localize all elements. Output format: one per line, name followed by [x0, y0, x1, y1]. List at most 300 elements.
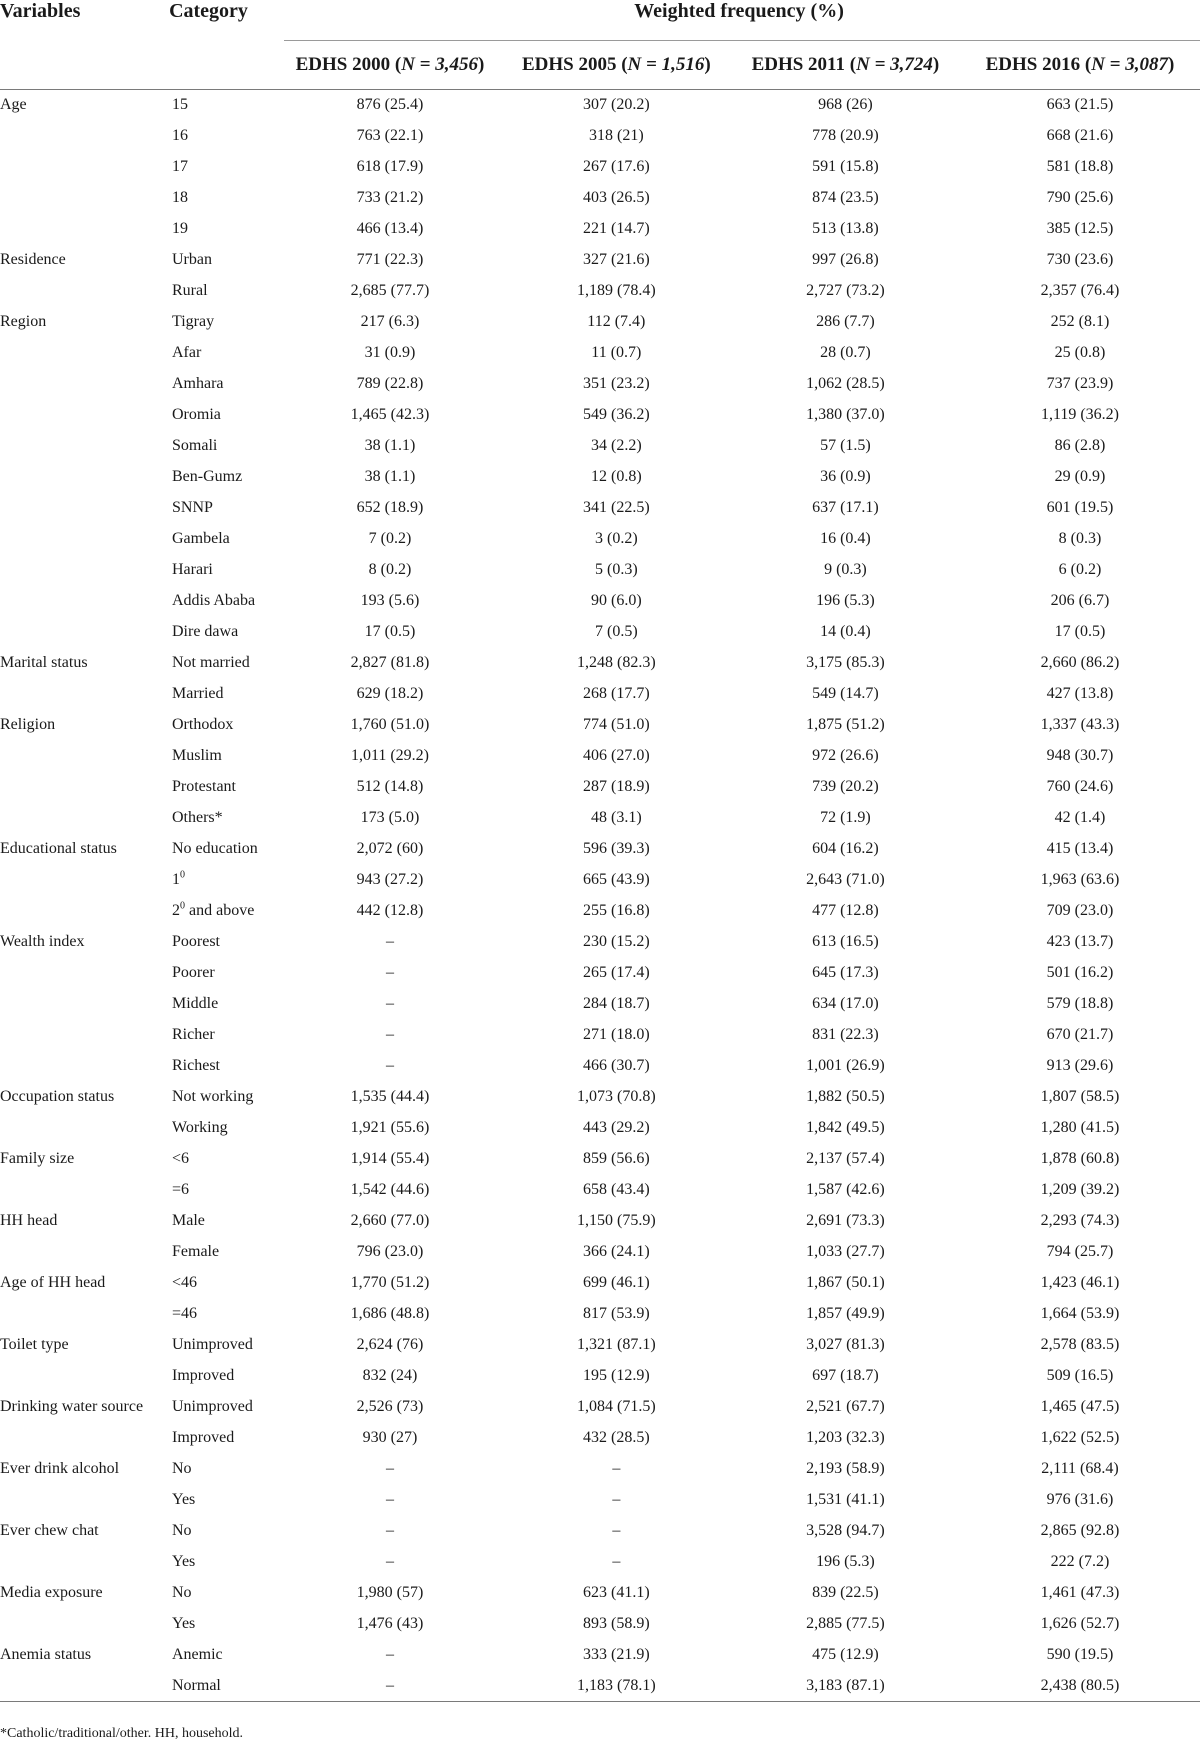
- value-cell: 2,578 (83.5): [1040, 1336, 1120, 1353]
- variable-cell: [0, 1299, 278, 1330]
- table-row: [0, 431, 1200, 462]
- value-cell: 1,587 (42.6): [806, 1181, 885, 1198]
- variable-cell: [0, 1640, 278, 1671]
- value-cell: 3,175 (85.3): [806, 654, 885, 671]
- category-text: Not working: [172, 1088, 254, 1105]
- value-cell: 307 (20.2): [582, 96, 650, 114]
- value-cell: 423 (13.7): [1046, 933, 1114, 950]
- value-cell: 596 (39.3): [582, 840, 650, 857]
- category-text: Orthodox: [172, 716, 234, 733]
- value-cell: 943 (27.2): [356, 871, 424, 888]
- category-text: 15: [172, 96, 188, 114]
- category-cell: [172, 1057, 220, 1075]
- category-text: Others*: [172, 809, 223, 826]
- value-cell: 997 (26.8): [812, 251, 879, 268]
- variable-text: Drinking water source: [0, 1398, 144, 1415]
- variable-cell: [0, 896, 278, 927]
- value-cell: 968 (26): [818, 96, 873, 114]
- value-cell: 318 (21): [588, 127, 644, 144]
- value-cell: 2,438 (80.5): [960, 1671, 1200, 1702]
- category-cell: [172, 344, 201, 362]
- value-cell: 28 (0.7): [820, 344, 871, 361]
- variable-cell: [0, 524, 278, 555]
- variable-cell: [0, 1175, 278, 1206]
- category-cell: [172, 1274, 197, 1292]
- variable-cell: [0, 1423, 278, 1454]
- value-cell: 112 (7.4): [587, 313, 646, 330]
- weighted-frequency-header: [278, 0, 1200, 41]
- category-text: Improved: [172, 1367, 235, 1384]
- value-cell: 442 (12.8): [356, 902, 424, 919]
- value-cell: 1,280 (41.5): [1040, 1119, 1120, 1136]
- value-cell: 739 (20.2): [812, 778, 879, 795]
- value-cell: 590 (19.5): [1046, 1646, 1114, 1663]
- variable-cell: [0, 369, 278, 400]
- table-row: [0, 1144, 1200, 1175]
- value-cell: 817 (53.9): [582, 1305, 650, 1322]
- value-cell: 196 (5.3): [816, 592, 875, 609]
- value-cell: 466 (13.4): [356, 220, 424, 237]
- category-text: Oromia: [172, 406, 221, 423]
- variable-cell: [0, 1516, 278, 1547]
- value-cell: 789 (22.8): [356, 375, 424, 392]
- category-cell: [172, 654, 250, 672]
- value-cell: –: [385, 933, 394, 950]
- value-cell: 432 (28.5): [582, 1429, 650, 1446]
- variable-text: Toilet type: [0, 1336, 69, 1353]
- variable-cell: [0, 1671, 278, 1702]
- value-cell: 25 (0.8): [1054, 344, 1106, 361]
- value-cell: 618 (17.9): [356, 158, 424, 175]
- value-cell: 665 (43.9): [582, 871, 650, 888]
- variable-cell: [0, 555, 278, 586]
- weighted-frequency-label: Weighted frequency (%): [634, 0, 844, 22]
- value-cell: 604 (16.2): [812, 840, 879, 857]
- category-text: Poorer: [172, 964, 215, 981]
- value-cell: 859 (56.6): [582, 1150, 650, 1167]
- value-cell: –: [612, 1491, 621, 1508]
- category-text: Female: [172, 1243, 220, 1260]
- category-text: Yes: [172, 1553, 196, 1570]
- value-cell: 579 (18.8): [1046, 995, 1114, 1012]
- value-cell: –: [612, 1522, 621, 1539]
- variable-text: Age of HH head: [0, 1274, 106, 1291]
- category-cell: [172, 1615, 195, 1633]
- table-row: [0, 834, 1200, 865]
- category-header: Category: [169, 0, 248, 22]
- value-cell: 1,878 (60.8): [1040, 1150, 1120, 1167]
- value-cell: 2,072 (60): [356, 840, 424, 857]
- variable-cell: [0, 1547, 278, 1578]
- category-cell: [172, 778, 236, 796]
- variable-cell: [0, 307, 278, 338]
- table-row: [0, 648, 1200, 679]
- table-row: [0, 679, 1200, 710]
- table-row: [0, 369, 1200, 400]
- category-text: Poorest: [172, 933, 220, 950]
- category-text: Amhara: [172, 375, 224, 392]
- value-cell: –: [385, 1553, 394, 1570]
- table-row: [0, 1640, 1200, 1671]
- variable-cell: [0, 741, 278, 772]
- col-header-edhs2005: EDHS 2005 (N = 1,516): [502, 41, 731, 90]
- value-cell: 1,011 (29.2): [350, 747, 429, 764]
- variable-cell: [0, 1051, 278, 1082]
- value-cell: 3,528 (94.7): [806, 1522, 885, 1539]
- table-row: [0, 1175, 1200, 1206]
- value-cell: 1,963 (63.6): [1040, 871, 1120, 888]
- category-text: <46: [172, 1274, 198, 1291]
- value-cell: 327 (21.6): [582, 251, 650, 268]
- value-cell: 1,857 (49.9): [806, 1305, 885, 1322]
- value-cell: 1,867 (50.1): [806, 1274, 885, 1291]
- category-cell: [172, 127, 188, 145]
- variable-cell: [0, 710, 278, 741]
- variable-cell: [0, 617, 278, 648]
- value-cell: 38 (1.1): [364, 437, 416, 454]
- value-cell: 6 (0.2): [1058, 561, 1102, 578]
- category-text: Somali: [172, 437, 218, 454]
- value-cell: 351 (23.2): [582, 375, 650, 392]
- table-row: [0, 90, 1200, 121]
- category-text: No education: [172, 840, 258, 857]
- category-text: Dire dawa: [172, 623, 239, 640]
- category-cell: [172, 158, 188, 176]
- value-cell: 8 (0.3): [1058, 530, 1102, 547]
- category-cell: [172, 685, 224, 703]
- category-cell: [172, 530, 230, 548]
- value-cell: 778 (20.9): [812, 127, 879, 144]
- category-text: Unimproved: [172, 1398, 253, 1415]
- value-cell: 252 (8.1): [1050, 313, 1110, 330]
- value-cell: 1,183 (78.1): [502, 1671, 731, 1702]
- variable-cell: [0, 1609, 278, 1640]
- value-cell: 874 (23.5): [812, 189, 879, 206]
- category-text: Muslim: [172, 747, 222, 764]
- category-text: 2: [172, 902, 180, 919]
- category-cell: [172, 871, 185, 889]
- value-cell: 513 (13.8): [812, 220, 879, 237]
- value-cell: 42 (1.4): [1054, 809, 1106, 826]
- value-cell: 86 (2.8): [1054, 437, 1106, 454]
- table-row: [0, 152, 1200, 183]
- value-cell: 16 (0.4): [820, 530, 871, 547]
- value-cell: 737 (23.9): [1046, 375, 1114, 392]
- value-cell: 948 (30.7): [1046, 747, 1114, 764]
- value-cell: 790 (25.6): [1046, 189, 1114, 206]
- value-cell: 2,624 (76): [356, 1336, 424, 1353]
- variable-text: Region: [0, 313, 47, 330]
- table-row: [0, 121, 1200, 152]
- category-cell: [172, 282, 208, 300]
- category-cell: [172, 1522, 192, 1540]
- value-cell: 549 (36.2): [582, 406, 650, 423]
- category-cell: [172, 220, 188, 238]
- value-cell: 1,622 (52.5): [1040, 1429, 1120, 1446]
- value-cell: 255 (16.8): [582, 902, 650, 919]
- category-cell: [172, 1429, 234, 1447]
- value-cell: 1,664 (53.9): [1040, 1305, 1120, 1322]
- value-cell: 268 (17.7): [582, 685, 650, 702]
- category-cell: [172, 313, 214, 331]
- variable-cell: [0, 1454, 278, 1485]
- category-text: Anemic: [172, 1646, 223, 1663]
- variable-text: Marital status: [0, 654, 88, 671]
- table-row: [0, 214, 1200, 245]
- value-cell: 634 (17.0): [812, 995, 879, 1012]
- variable-cell: [0, 1237, 278, 1268]
- value-cell: 733 (21.2): [356, 189, 424, 206]
- category-text: =46: [172, 1305, 198, 1322]
- value-cell: –: [385, 1026, 394, 1043]
- table-row: [0, 555, 1200, 586]
- variable-text: Ever chew chat: [0, 1522, 99, 1539]
- variable-cell: [0, 1268, 278, 1299]
- value-cell: 8 (0.2): [368, 561, 412, 578]
- value-cell: 2,660 (77.0): [350, 1212, 430, 1229]
- value-cell: 427 (13.8): [1046, 685, 1114, 702]
- value-cell: 3,027 (81.3): [806, 1336, 885, 1353]
- category-text: No: [172, 1460, 192, 1477]
- value-cell: 403 (26.5): [582, 189, 650, 206]
- variable-cell: [0, 586, 278, 617]
- table-row: [0, 617, 1200, 648]
- value-cell: 976 (31.6): [1046, 1491, 1114, 1508]
- value-cell: 38 (1.1): [364, 468, 416, 485]
- value-cell: 1,476 (43): [356, 1615, 424, 1632]
- category-text: Working: [172, 1119, 228, 1136]
- category-text: Unimproved: [172, 1336, 253, 1353]
- variable-text: Family size: [0, 1150, 75, 1167]
- value-cell: 1,189 (78.4): [576, 282, 656, 299]
- variable-text: HH head: [0, 1212, 58, 1229]
- table-row: [0, 307, 1200, 338]
- category-text: 19: [172, 220, 188, 237]
- value-cell: 2,727 (73.2): [806, 282, 885, 299]
- category-text: Not married: [172, 654, 250, 671]
- col-header-edhs2016: EDHS 2016 (N = 3,087): [960, 41, 1200, 90]
- category-text: Normal: [172, 1676, 221, 1694]
- table-row: [0, 1516, 1200, 1547]
- value-cell: 466 (30.7): [582, 1057, 650, 1074]
- table-row: [0, 1454, 1200, 1485]
- category-cell: [172, 1243, 219, 1261]
- value-cell: 230 (15.2): [582, 933, 650, 950]
- value-cell: 196 (5.3): [816, 1553, 875, 1570]
- category-text: Rural: [172, 282, 208, 299]
- header-blank-2: [169, 41, 278, 90]
- value-cell: 475 (12.9): [812, 1646, 879, 1663]
- table-row: [0, 989, 1200, 1020]
- value-cell: 29 (0.9): [1054, 468, 1106, 485]
- value-cell: 1,248 (82.3): [576, 654, 656, 671]
- value-cell: 48 (3.1): [590, 809, 642, 826]
- category-cell: [172, 1677, 221, 1695]
- value-cell: 839 (22.5): [812, 1584, 879, 1601]
- value-cell: 1,321 (87.1): [576, 1336, 656, 1353]
- value-cell: 913 (29.6): [1046, 1057, 1114, 1074]
- category-text: No: [172, 1522, 192, 1539]
- table-row: [0, 1423, 1200, 1454]
- table-row: [0, 896, 1200, 927]
- category-cell: [172, 561, 213, 579]
- value-cell: 1,461 (47.3): [1040, 1584, 1120, 1601]
- table-row: [0, 462, 1200, 493]
- category-text: Harari: [172, 561, 213, 578]
- value-cell: 267 (17.6): [582, 158, 650, 175]
- table-row: [0, 524, 1200, 555]
- category-text: Yes: [172, 1615, 196, 1632]
- category-text: 1: [172, 871, 180, 888]
- value-cell: 876 (25.4): [356, 96, 424, 114]
- value-cell: 1,073 (70.8): [576, 1088, 656, 1105]
- value-cell: 1,084 (71.5): [576, 1398, 656, 1415]
- variable-cell: [0, 338, 278, 369]
- value-cell: 972 (26.6): [812, 747, 879, 764]
- category-cell: [172, 964, 215, 982]
- category-superscript: 0: [180, 900, 185, 912]
- table-row: [0, 1330, 1200, 1361]
- value-cell: 709 (23.0): [1046, 902, 1114, 919]
- category-cell: [172, 1491, 195, 1509]
- category-text: Married: [172, 685, 224, 702]
- value-cell: 14 (0.4): [820, 623, 871, 640]
- value-cell: 11 (0.7): [591, 344, 642, 361]
- variable-text: Ever drink alcohol: [0, 1460, 120, 1477]
- table-row: [0, 1299, 1200, 1330]
- value-cell: 3 (0.2): [594, 530, 638, 547]
- value-cell: 2,357 (76.4): [1040, 282, 1120, 299]
- value-cell: –: [385, 995, 394, 1012]
- value-cell: 1,842 (49.5): [806, 1119, 885, 1136]
- value-cell: 12 (0.8): [590, 468, 642, 485]
- category-cell: [172, 499, 213, 517]
- col-header-edhs2011: EDHS 2011 (N = 3,724): [731, 41, 960, 90]
- table-row: [0, 927, 1200, 958]
- value-cell: 1,001 (26.9): [806, 1057, 885, 1074]
- category-cell: [172, 1584, 192, 1602]
- value-cell: –: [612, 1553, 621, 1570]
- value-cell: 670 (21.7): [1046, 1026, 1114, 1043]
- category-cell: [172, 592, 255, 610]
- table-row: [0, 803, 1200, 834]
- value-cell: 1,770 (51.2): [350, 1274, 430, 1291]
- value-cell: 1,033 (27.7): [806, 1243, 885, 1260]
- category-text: Yes: [172, 1491, 196, 1508]
- variable-cell: [0, 121, 278, 152]
- table-row: [0, 1578, 1200, 1609]
- variable-cell: [0, 1144, 278, 1175]
- value-cell: 385 (12.5): [1046, 220, 1114, 237]
- category-text: No: [172, 1584, 192, 1601]
- category-text: Richer: [172, 1026, 215, 1043]
- value-cell: 771 (22.3): [356, 251, 424, 268]
- variable-cell: [0, 958, 278, 989]
- variable-text: Educational status: [0, 840, 117, 857]
- variable-cell: [0, 1082, 278, 1113]
- category-text: Gambela: [172, 530, 230, 547]
- table-row: [0, 1082, 1200, 1113]
- variable-cell: [0, 927, 278, 958]
- value-cell: 1,119 (36.2): [1040, 406, 1119, 423]
- value-cell: 1,465 (42.3): [350, 406, 430, 423]
- category-text: 16: [172, 127, 188, 144]
- value-cell: 1,209 (39.2): [1040, 1181, 1120, 1198]
- variable-cell: [0, 1020, 278, 1051]
- value-cell: 2,885 (77.5): [806, 1615, 885, 1632]
- category-cell: [172, 1181, 189, 1199]
- table-row: [0, 400, 1200, 431]
- variable-cell: [0, 1206, 278, 1237]
- category-cell: [172, 96, 188, 114]
- category-cell: [172, 1553, 195, 1571]
- table-body: [0, 90, 1200, 1702]
- value-cell: 2,660 (86.2): [1040, 654, 1120, 671]
- table-row: [0, 1485, 1200, 1516]
- value-cell: 652 (18.9): [356, 499, 424, 516]
- header-row-2: [0, 41, 1200, 90]
- value-cell: 17 (0.5): [364, 623, 416, 640]
- variable-cell: [0, 90, 278, 121]
- table-row: [0, 865, 1200, 896]
- value-cell: 1,062 (28.5): [806, 375, 885, 392]
- category-cell: [172, 1398, 253, 1416]
- table-row: [0, 1609, 1200, 1640]
- variable-cell: [0, 214, 278, 245]
- value-cell: 763 (22.1): [356, 127, 424, 144]
- table-row: [0, 1268, 1200, 1299]
- table-row: [0, 1206, 1200, 1237]
- category-text: =6: [172, 1181, 190, 1198]
- table-row: [0, 958, 1200, 989]
- value-cell: –: [385, 1460, 394, 1477]
- category-text: Improved: [172, 1429, 235, 1446]
- table-footnote: *Catholic/traditional/other. HH, household.: [0, 1726, 244, 1741]
- value-cell: 1,423 (46.1): [1040, 1274, 1120, 1291]
- variable-cell: [0, 1392, 278, 1423]
- value-cell: 7 (0.2): [368, 530, 412, 547]
- value-cell: 893 (58.9): [582, 1615, 650, 1632]
- table-row: [0, 493, 1200, 524]
- value-cell: 72 (1.9): [820, 809, 871, 826]
- value-cell: 601 (19.5): [1046, 499, 1114, 516]
- value-cell: 9 (0.3): [824, 561, 867, 578]
- value-cell: 794 (25.7): [1046, 1243, 1114, 1260]
- table-row: [0, 710, 1200, 741]
- category-text: Afar: [172, 344, 202, 361]
- col-header-edhs2000: EDHS 2000 (N = 3,456): [278, 41, 502, 90]
- table-row: [0, 276, 1200, 307]
- category-text: Male: [172, 1212, 205, 1229]
- variable-cell: [0, 648, 278, 679]
- value-cell: 221 (14.7): [582, 220, 650, 237]
- value-cell: 645 (17.3): [812, 964, 879, 981]
- value-cell: 501 (16.2): [1046, 964, 1114, 981]
- value-cell: 637 (17.1): [812, 499, 879, 516]
- value-cell: 31 (0.9): [364, 344, 416, 361]
- value-cell: 333 (21.9): [582, 1646, 650, 1663]
- value-cell: 206 (6.7): [1050, 592, 1110, 609]
- value-cell: 663 (21.5): [1046, 96, 1114, 114]
- value-cell: 222 (7.2): [1050, 1553, 1110, 1570]
- table-row: [0, 741, 1200, 772]
- value-cell: 774 (51.0): [582, 716, 650, 733]
- value-cell: 366 (24.1): [582, 1243, 650, 1260]
- value-cell: 2,137 (57.4): [806, 1150, 885, 1167]
- value-cell: 623 (41.1): [582, 1584, 650, 1601]
- category-text: SNNP: [172, 499, 213, 516]
- table-row: [0, 772, 1200, 803]
